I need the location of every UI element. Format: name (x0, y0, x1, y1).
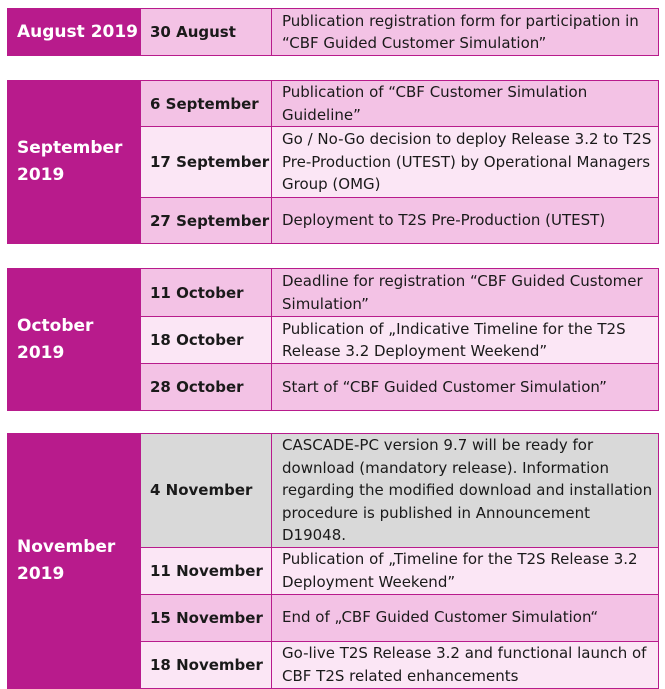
month-label: August 2019 (8, 9, 141, 56)
month-label: October 2019 (8, 269, 141, 411)
timeline-row (8, 81, 659, 127)
date-cell: 18 November (141, 641, 272, 688)
description-cell: Publication of „Indicative Timeline for the T2S Release 3.2 Deployment Weekend” (272, 317, 659, 364)
date-cell: 27 September (141, 198, 272, 244)
description-cell: Start of “CBF Guided Customer Simulation” (272, 364, 659, 411)
description-cell: Publication registration form for participation in “CBF Guided Customer Simulation” (272, 9, 659, 56)
date-cell: 17 September (141, 127, 272, 198)
timeline-table-november (7, 433, 659, 689)
timeline-row (8, 434, 659, 548)
timeline-row (8, 9, 659, 56)
description-cell: Publication of “CBF Customer Simulation Guideline” (272, 81, 659, 127)
timeline-table-september (7, 80, 659, 244)
month-label: November 2019 (8, 434, 141, 689)
date-cell: 6 September (141, 81, 272, 127)
date-cell: 11 October (141, 269, 272, 317)
date-cell: 4 November (141, 434, 272, 548)
description-cell: Deployment to T2S Pre-Production (UTEST) (272, 198, 659, 244)
description-cell: End of „CBF Guided Customer Simulation“ (272, 594, 659, 641)
timeline-table-august (7, 8, 659, 56)
timeline-table-october (7, 268, 659, 411)
description-cell: Publication of „Timeline for the T2S Release 3.2 Deployment Weekend” (272, 547, 659, 594)
date-cell: 15 November (141, 594, 272, 641)
date-cell: 30 August (141, 9, 272, 56)
timeline-row (8, 269, 659, 317)
month-label: September 2019 (8, 81, 141, 244)
description-cell: CASCADE-PC version 9.7 will be ready for download (mandatory release). Information regarding the modified download and installation procedure is published in Announcement D19048. (272, 434, 659, 548)
description-cell: Go-live T2S Release 3.2 and functional launch of CBF T2S related enhancements (272, 641, 659, 688)
date-cell: 28 October (141, 364, 272, 411)
description-cell: Deadline for registration “CBF Guided Customer Simulation” (272, 269, 659, 317)
description-cell: Go / No-Go decision to deploy Release 3.2 to T2S Pre-Production (UTEST) by Operational Managers Group (OMG) (272, 127, 659, 198)
date-cell: 18 October (141, 317, 272, 364)
date-cell: 11 November (141, 547, 272, 594)
